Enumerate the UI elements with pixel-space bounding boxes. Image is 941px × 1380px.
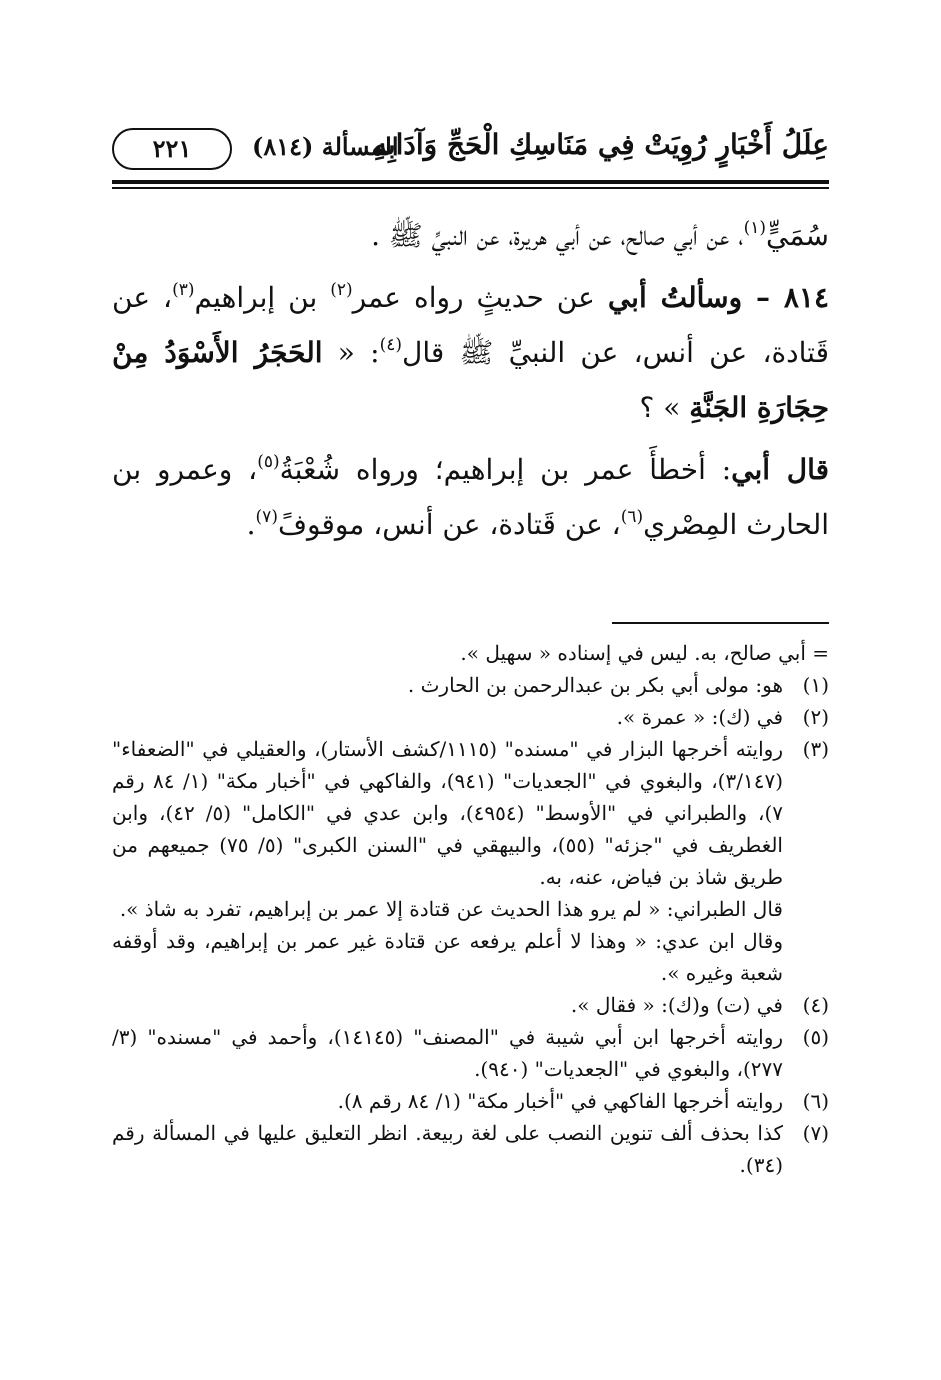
- text-segment: عن حديثٍ رواه عمر: [352, 281, 608, 314]
- text-segment: ، عن أبي صالح، عن أبي هريرة، عن النبيِّ ﷺ .: [371, 219, 744, 252]
- footnote-item: [112, 1085, 829, 1117]
- text-segment: ، عن قَتادة، عن أنس، عن النبيِّ ﷺ قال: [112, 281, 829, 369]
- footnote-number: (٧): [802, 1121, 829, 1145]
- text-segment: ، وعمرو بن الحارث المِصْري: [112, 453, 829, 541]
- issue-label: المسألة (٨١٤): [252, 132, 399, 161]
- footnote-item: [112, 1117, 829, 1181]
- footnote-marker: (٦): [620, 507, 644, 527]
- text-segment: بن إبراهيم: [194, 281, 331, 314]
- question-phrase: وسألتُ أبي: [607, 281, 743, 314]
- footnote-number: (١): [802, 673, 829, 697]
- footnote-item: [112, 669, 829, 701]
- footnote-text: قال الطبراني: « لم يرو هذا الحديث عن قتادة إلا عمر بن إبراهيم، تفرد به شاذ ».: [119, 897, 783, 921]
- issue-number: ٨١٤ –: [742, 281, 829, 314]
- text-segment: : «: [322, 336, 380, 369]
- text-segment: » ؟: [639, 391, 690, 424]
- footnote-marker: (٥): [257, 452, 280, 472]
- footnote-text: كذا بحذف ألف تنوين النصب على لغة ربيعة. انظر التعليق عليها في المسألة رقم (٣٤).: [112, 1121, 783, 1177]
- text-segment: سُمَيٍّ: [766, 219, 829, 252]
- footnote-item: [112, 989, 829, 1021]
- footnote-marker: (١): [743, 218, 766, 238]
- footnote-continuation: = أبي صالح، به. ليس في إسناده « سهيل ».: [460, 641, 829, 665]
- header-rule-thick: [112, 180, 829, 184]
- footnote-number: (٥): [802, 1025, 829, 1049]
- footnote-marker: (٤): [379, 335, 403, 355]
- hadith-text: الحَجَرُ الأَسْوَدُ مِنْ حِجَارَةِ الجَنَّةِ: [112, 336, 829, 424]
- paragraph-answer: [112, 442, 829, 552]
- footnote-text: وقال ابن عدي: « وهذا لا أعلم يرفعه عن قتادة غير عمر بن إبراهيم، وقد أوقفه شعبة وغيره ».: [112, 929, 783, 985]
- footnote-text: في (ك): « عمرة ».: [616, 705, 783, 729]
- footnote-marker: (٧): [255, 507, 278, 527]
- paragraph-question: [112, 270, 829, 435]
- footnote-marker: (٣): [172, 280, 195, 300]
- footnote-item: [112, 733, 829, 893]
- footnote-number: (٢): [802, 705, 829, 729]
- footnote-item: [112, 1021, 829, 1085]
- footnote-number: (٦): [802, 1089, 829, 1113]
- footnote-text: روايته أخرجها البزار في "مسنده" (١١١٥/كشف الأستار)، والعقيلي في "الضعفاء" (٣/١٤٧)، والبغوي في "الجعديات" (٩٤١)، والفاكهي في "أخبار مكة" (١/ ٨٤ رقم ٧)، والطبراني في "الأوسط" (٤٩٥٤)، وابن عدي في "الكامل" (٥/ ٤٢)، وابن الغطريف في "جزئه" (٥٥)، والبيهقي في "السنن الكبرى" (٥/ ٧٥) جميعهم من طريق شاذ بن فياض، عنه، به.: [112, 737, 784, 889]
- book-title: عِلَلُ أَخْبَارٍ رُوِيَتْ فِي مَنَاسِكِ الْحَجِّ وَآدَابِهِ: [372, 128, 829, 161]
- footnote-text: في (ت) و(ك): « فقال ».: [570, 993, 783, 1017]
- main-text: [112, 208, 829, 552]
- paragraph-chain: [112, 208, 829, 263]
- footnote-separator: [612, 622, 829, 624]
- footnote-marker: (٢): [330, 280, 353, 300]
- running-header: [112, 128, 829, 178]
- footnote-text: روايته أخرجها ابن أبي شيبة في "المصنف" (١٤١٤٥)، وأحمد في "مسنده" (٣/ ٢٧٧)، والبغوي في "الجعديات" (٩٤٠).: [112, 1025, 784, 1081]
- answer-phrase: قال أبي: [731, 453, 829, 486]
- page-number: ٢٢١: [112, 128, 232, 170]
- footnote-item: [112, 925, 829, 989]
- footnote-text: روايته أخرجها الفاكهي في "أخبار مكة" (١/ ٨٤ رقم ٨).: [337, 1089, 783, 1113]
- footnote-item: [112, 893, 829, 925]
- footnotes: [112, 637, 829, 1181]
- text-segment: : أخطأَ عمر بن إبراهيم؛ ورواه شُعْبَةُ: [279, 453, 732, 486]
- footnote-number: (٤): [802, 993, 829, 1017]
- footnote-item: [112, 701, 829, 733]
- footnote-number: (٣): [802, 737, 829, 761]
- footnote-text: هو: مولى أبي بكر بن عبدالرحمن بن الحارث .: [407, 673, 783, 697]
- header-rule-thin: [112, 187, 829, 189]
- text-segment: ، عن قَتادة، عن أنس، موقوفً: [277, 508, 621, 541]
- text-segment: .: [246, 508, 256, 541]
